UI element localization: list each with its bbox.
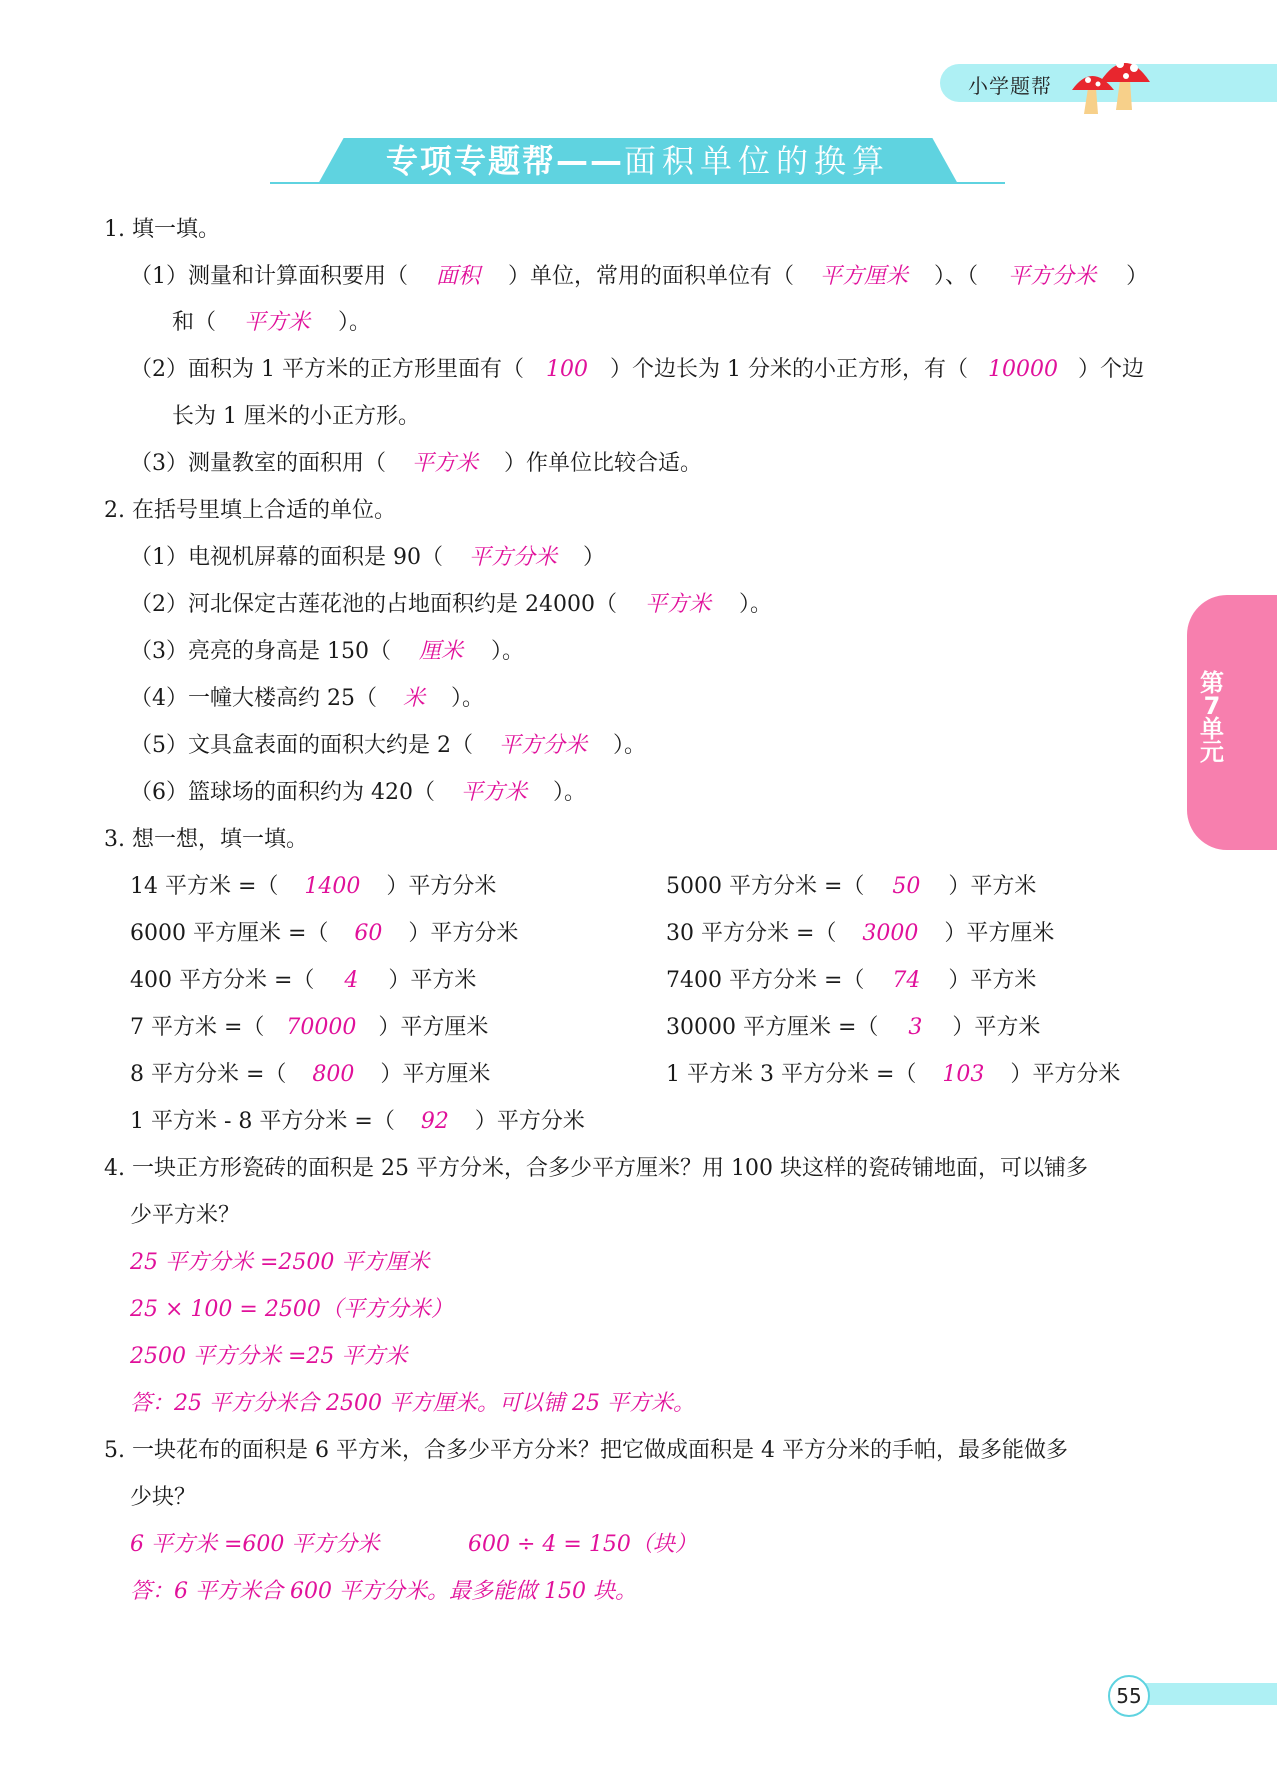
page-number: 55 (1108, 1675, 1150, 1717)
q1-item-2: （2）面积为 1 平方米的正方形里面有（ 100 ）个边长为 1 分米的小正方形，有（ 10000 ）个边 (130, 357, 1144, 382)
q3-right-item: 1 平方米 3 平方分米 =（ 103 ）平方分米 (666, 1062, 1121, 1087)
q2-item: （4）一幢大楼高约 25（ 米 ）。 (130, 686, 485, 711)
q3-right-item: 5000 平方分米 =（ 50 ）平方米 (666, 874, 1037, 899)
q4-answer-step: 25 × 100 = 2500（平方分米） (130, 1297, 453, 1322)
q4-answer-step: 25 平方分米 =2500 平方厘米 (130, 1250, 430, 1275)
q3-left-item: 6000 平方厘米 =（ 60 ）平方分米 (130, 921, 519, 946)
page-title: 专项专题帮——面积单位的换算 (385, 142, 891, 180)
q3-left-item: 7 平方米 =（ 70000 ）平方厘米 (130, 1015, 489, 1040)
q1-item-2-cont: 长为 1 厘米的小正方形。 (172, 404, 420, 429)
q1-item-1-cont: 和（ 平方米 ）。 (172, 310, 372, 335)
q1-heading: 1. 填一填。 (104, 217, 220, 242)
q5-question-cont: 少块？ (130, 1485, 197, 1510)
q3-right-item: 7400 平方分米 =（ 74 ）平方米 (666, 968, 1037, 993)
q4-answer-final: 答：25 平方分米合 2500 平方厘米。可以铺 25 平方米。 (130, 1391, 695, 1416)
q3-right-item: 30000 平方厘米 =（ 3 ）平方米 (666, 1015, 1041, 1040)
q5-answer-step: 600 ÷ 4 = 150（块） (468, 1532, 697, 1557)
q4-answer-step: 2500 平方分米 =25 平方米 (130, 1344, 408, 1369)
q3-left-item: 8 平方分米 =（ 800 ）平方厘米 (130, 1062, 491, 1087)
q2-item: （1）电视机屏幕的面积是 90（ 平方分米 ） (130, 545, 606, 570)
unit-tab-label: 第 7 单 元 (1200, 669, 1224, 766)
q4-question-cont: 少平方米？ (130, 1203, 241, 1228)
q1-item-1: （1）测量和计算面积要用（ 面积 ）单位，常用的面积单位有（ 平方厘米 ）、（ 平方分米 ） (130, 264, 1149, 289)
brand-label: 小学题帮 (968, 74, 1052, 98)
q2-item: （2）河北保定古莲花池的占地面积约是 24000（ 平方米 ）。 (130, 592, 773, 617)
q2-item: （3）亮亮的身高是 150（ 厘米 ）。 (130, 639, 525, 664)
q5-answer-step: 6 平方米 =600 平方分米 (130, 1532, 380, 1557)
q4-question: 4. 一块正方形瓷砖的面积是 25 平方分米，合多少平方厘米？用 100 块这样的瓷砖铺地面，可以铺多 (104, 1156, 1088, 1181)
q5-question: 5. 一块花布的面积是 6 平方米，合多少平方分米？把它做成面积是 4 平方分米的手帕，最多能做多 (104, 1438, 1068, 1463)
q2-item: （6）篮球场的面积约为 420（ 平方米 ）。 (130, 780, 587, 805)
q2-heading: 2. 在括号里填上合适的单位。 (104, 498, 396, 523)
q2-item: （5）文具盒表面的面积大约是 2（ 平方分米 ）。 (130, 733, 647, 758)
q3-heading: 3. 想一想，填一填。 (104, 827, 308, 852)
q3-right-item: 30 平方分米 =（ 3000 ）平方厘米 (666, 921, 1055, 946)
q5-answer-final: 答：6 平方米合 600 平方分米。最多能做 150 块。 (130, 1579, 637, 1604)
q3-left-item: 400 平方分米 =（ 4 ）平方米 (130, 968, 477, 993)
q3-left-item: 1 平方米 - 8 平方分米 =（ 92 ）平方分米 (130, 1109, 585, 1134)
mushroom-icon (1062, 44, 1152, 116)
q1-item-3: （3）测量教室的面积用（ 平方米 ）作单位比较合适。 (130, 451, 703, 476)
q3-left-item: 14 平方米 =（ 1400 ）平方分米 (130, 874, 497, 899)
